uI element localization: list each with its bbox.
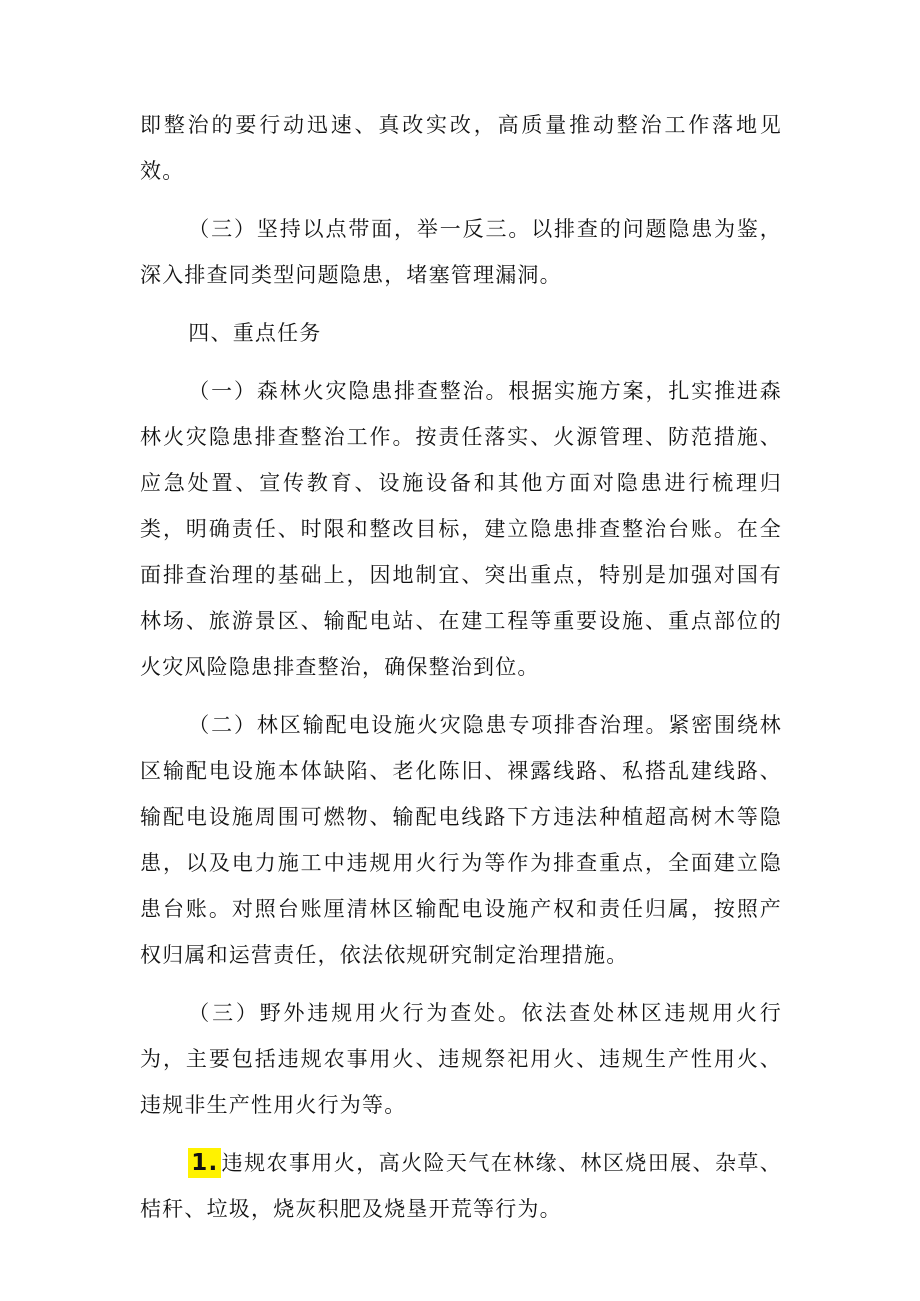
paragraph-continuation: 即整治的要行动迅速、真改实改，高质量推动整治工作落地见效。 (140, 113, 782, 183)
item-1-text: 违规农事用火，高火险天气在林缘、林区烧田展、杂草、桔秆、垃圾，烧灰积肥及烧垦开荒等行为。 (140, 1151, 782, 1221)
section-heading-key-tasks: 四、重点任务 (188, 321, 322, 345)
paragraph-task-1: （一）森林火灾隐患排查整治。根据实施方案，扎实推进森林火灾隐患排查整治工作。按责任落实、火源管理、防范措施、应急处置、宣传教育、设施设备和其他方面对隐患进行梳理归类，明确责任、时限和整改目标，建立隐患排查整治台账。在全面排查治理的基础上，因地制宜、突出重点，特别是加强对国有林场、旅游景区、输配电站、在建工程等重要设施、重点部位的火灾风险隐患排查整治，确保整治到位。 (140, 379, 782, 679)
highlighted-list-number: 1. (188, 1148, 221, 1178)
paragraph-principle-3: （三）坚持以点带面，举一反三。以排查的问题隐患为鉴，深入排查同类型问题隐患，堵塞管理漏洞。 (140, 217, 782, 287)
document-page (140, 102, 782, 1232)
paragraph-task-2: （二）林区输配电设施火灾隐患专项排杳治理。紧密围绕林区输配电设施本体缺陷、老化陈旧、裸露线路、私搭乱建线路、输配电设施周围可燃物、输配电线路下方违法种植超高树木等隐患，以及电力施工中违规用火行为等作为排查重点，全面建立隐患台账。对照台账厘清林区输配电设施产权和责任归属，按照产权归属和运营责任，依法依规研究制定治理措施。 (140, 713, 782, 967)
paragraph-item-1 (140, 1140, 782, 1232)
paragraph-task-3: （三）野外违规用火行为查处。依法查处林区违规用火行为，主要包括违规农事用火、违规祭祀用火、违规生产性用火、违规非生产性用火行为等。 (140, 1001, 782, 1117)
